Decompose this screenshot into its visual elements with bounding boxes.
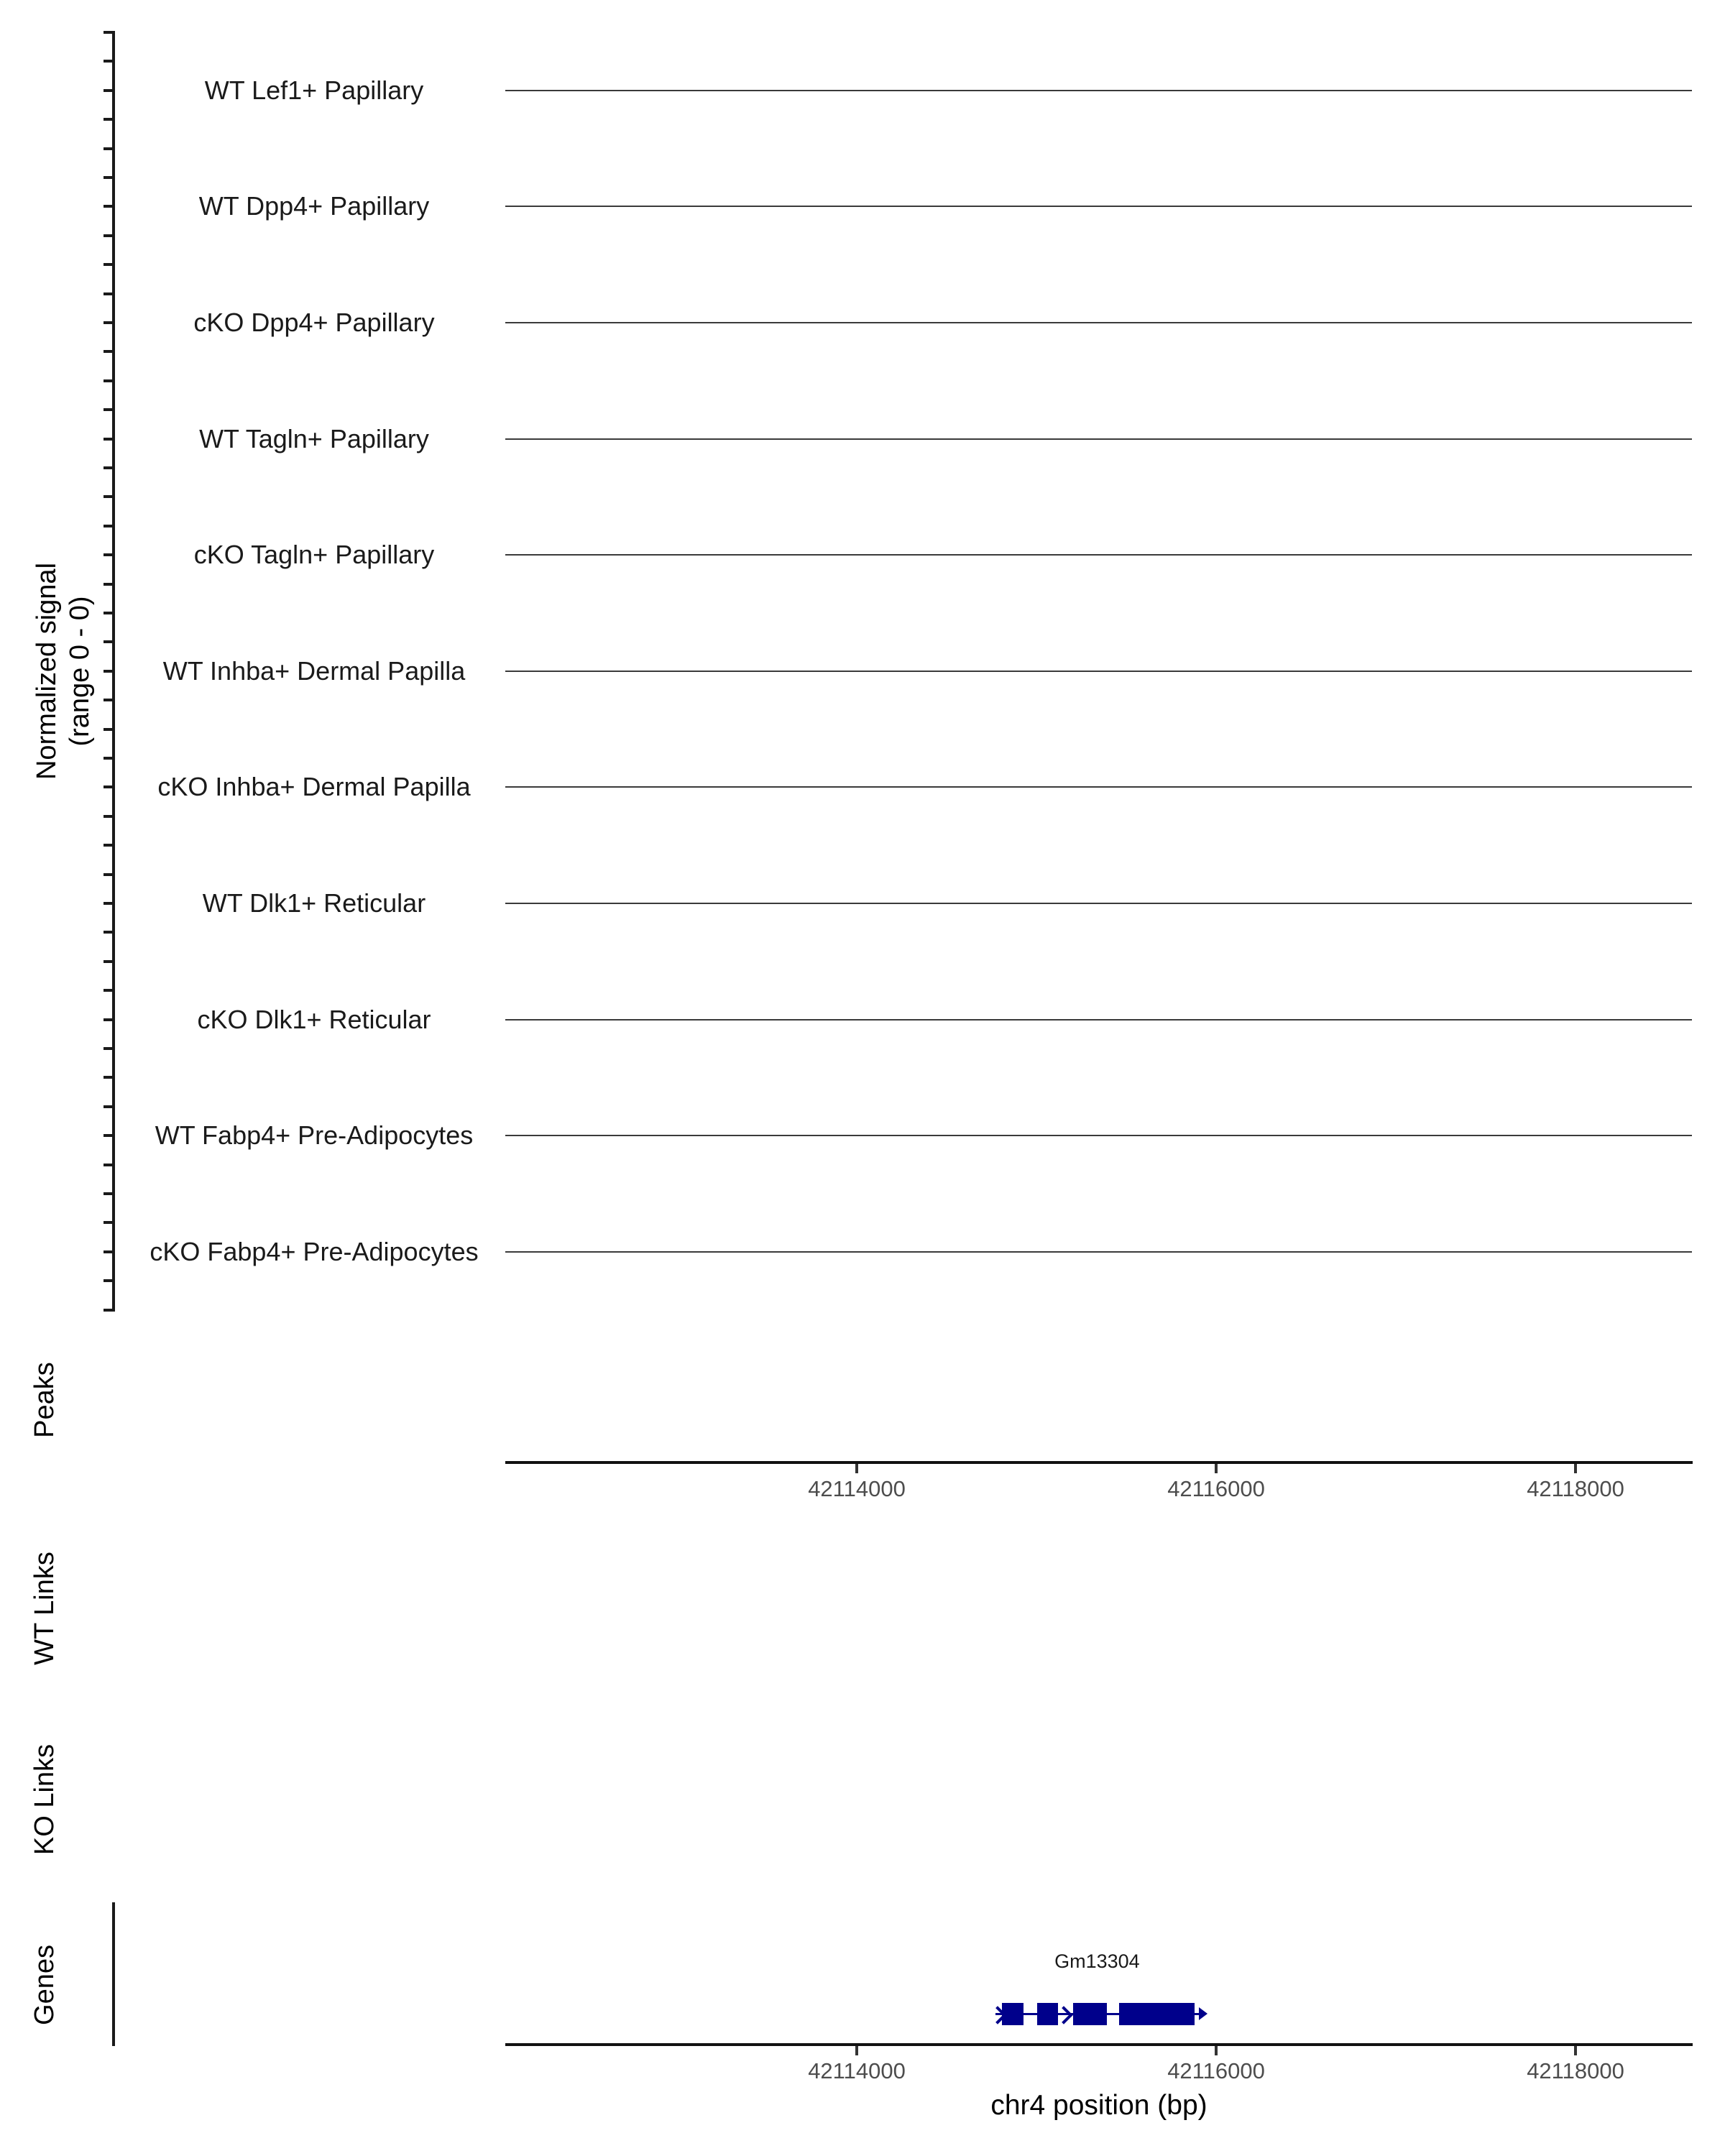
signal-y-axis-tick (104, 350, 112, 353)
x-axis-title: chr4 position (bp) (990, 2090, 1208, 2121)
coverage-track-label: cKO Fabp4+ Pre-Adipocytes (150, 1236, 479, 1266)
coverage-track-label: cKO Dlk1+ Reticular (197, 1004, 431, 1034)
signal-y-axis-tick (104, 1279, 112, 1282)
genome-axis-ticklabel: 42118000 (1527, 2058, 1624, 2083)
genome-axis-tickmark (855, 1464, 858, 1473)
signal-y-axis-tick (104, 292, 112, 295)
signal-y-axis-tick (104, 1164, 112, 1166)
signal-y-axis-tick (104, 1076, 112, 1079)
signal-y-axis-tick (104, 583, 112, 586)
genome-axis-line (505, 1461, 1693, 1464)
signal-y-axis-tick (104, 205, 112, 208)
signal-y-axis-tick (104, 466, 112, 469)
signal-y-axis-tick (104, 525, 112, 528)
signal-y-axis-tick (104, 495, 112, 498)
signal-y-axis-tick (104, 1105, 112, 1108)
signal-y-axis-tick (104, 60, 112, 63)
genome-axis-tickmark (1215, 2046, 1218, 2055)
wt-links-section-label: WT Links (29, 1552, 60, 1665)
signal-y-axis-tick (104, 670, 112, 673)
coverage-signal-line (505, 1251, 1692, 1253)
coverage-signal-line (505, 438, 1692, 440)
coverage-track-label: WT Tagln+ Papillary (199, 423, 429, 453)
peaks-track-empty (505, 1337, 1693, 1452)
genome-axis-line (505, 2043, 1693, 2046)
signal-y-axis-tick (104, 553, 112, 556)
signal-y-axis-tick (104, 321, 112, 324)
signal-y-axis-tick (104, 844, 112, 847)
coverage-track-label: WT Dpp4+ Papillary (198, 191, 430, 221)
gene-name-label: Gm13304 (1054, 1950, 1140, 1972)
coverage-track-label: WT Inhba+ Dermal Papilla (162, 655, 466, 686)
peaks-section-label: Peaks (29, 1362, 60, 1438)
signal-y-axis-tick (104, 902, 112, 905)
genome-axis-tickmark (1215, 1464, 1218, 1473)
coverage-signal-line (505, 90, 1692, 91)
signal-y-axis-tick (104, 31, 112, 34)
gene-exon (1119, 2003, 1195, 2025)
coverage-track-label: cKO Tagln+ Papillary (193, 540, 435, 570)
genome-axis-tickmark (1574, 1464, 1577, 1473)
signal-y-axis-tick (104, 931, 112, 934)
coverage-signal-line (505, 1019, 1692, 1021)
ko-links-track-empty (505, 1710, 1693, 1897)
signal-y-axis-tick (104, 438, 112, 441)
signal-y-axis-tick (104, 612, 112, 614)
wt-links-track-empty (505, 1516, 1693, 1703)
signal-y-axis-tick (104, 1309, 112, 1312)
ko-links-section-label: KO Links (29, 1743, 60, 1856)
signal-y-axis-tick (104, 640, 112, 643)
gene-exon (1073, 2003, 1107, 2025)
signal-y-axis-tick (104, 147, 112, 150)
signal-y-axis-tick (104, 263, 112, 266)
signal-y-axis-tick (104, 234, 112, 237)
coverage-signal-line (505, 903, 1692, 904)
y-axis-label (30, 563, 96, 780)
coverage-track-label: WT Dlk1+ Reticular (202, 888, 426, 918)
coverage-signal-line (505, 786, 1692, 788)
coverage-signal-line (505, 554, 1692, 556)
signal-y-axis-tick (104, 1134, 112, 1137)
coverage-track-label: WT Lef1+ Papillary (204, 75, 424, 105)
genes-y-axis-line (112, 1902, 115, 2046)
signal-y-axis-tick (104, 176, 112, 179)
signal-y-axis-tick (104, 960, 112, 963)
coverage-track-label: cKO Inhba+ Dermal Papilla (157, 772, 471, 802)
genes-section-label: Genes (29, 1945, 60, 2025)
signal-y-axis-tick (104, 1250, 112, 1253)
signal-y-axis-tick (104, 757, 112, 760)
signal-y-axis-tick (104, 815, 112, 818)
coverage-track-label: WT Fabp4+ Pre-Adipocytes (155, 1120, 474, 1151)
gene-end-arrow-icon (1199, 2007, 1208, 2020)
signal-y-axis-tick (104, 1192, 112, 1195)
genome-axis-ticklabel: 42114000 (808, 2058, 906, 2083)
coverage-track-label: cKO Dpp4+ Papillary (193, 308, 435, 337)
signal-y-axis-tick (104, 1221, 112, 1224)
signal-y-axis-tick (104, 989, 112, 992)
genome-axis-ticklabel: 42114000 (808, 1476, 906, 1501)
coverage-signal-line (505, 322, 1692, 323)
genome-axis-tickmark (855, 2046, 858, 2055)
signal-y-axis-tick (104, 89, 112, 92)
signal-y-axis-tick (104, 786, 112, 788)
signal-y-axis-tick (104, 408, 112, 411)
genome-axis-ticklabel: 42118000 (1527, 1476, 1624, 1501)
signal-y-axis-tick (104, 1018, 112, 1021)
signal-y-axis-tick (104, 728, 112, 731)
signal-y-axis-tick (104, 1047, 112, 1050)
genome-axis-ticklabel: 42116000 (1167, 2058, 1265, 2083)
genome-axis-ticklabel: 42116000 (1167, 1476, 1265, 1501)
y-axis-label-line2: (range 0 - 0) (65, 596, 95, 747)
coverage-signal-line (505, 1135, 1692, 1136)
signal-y-axis-tick (104, 118, 112, 121)
signal-y-axis-tick (104, 699, 112, 701)
genome-axis-tickmark (1574, 2046, 1577, 2055)
signal-y-axis-tick (104, 379, 112, 382)
coverage-signal-line (505, 206, 1692, 207)
signal-y-axis-tick (104, 873, 112, 876)
coverage-signal-line (505, 671, 1692, 672)
y-axis-label-line1: Normalized signal (32, 562, 62, 780)
